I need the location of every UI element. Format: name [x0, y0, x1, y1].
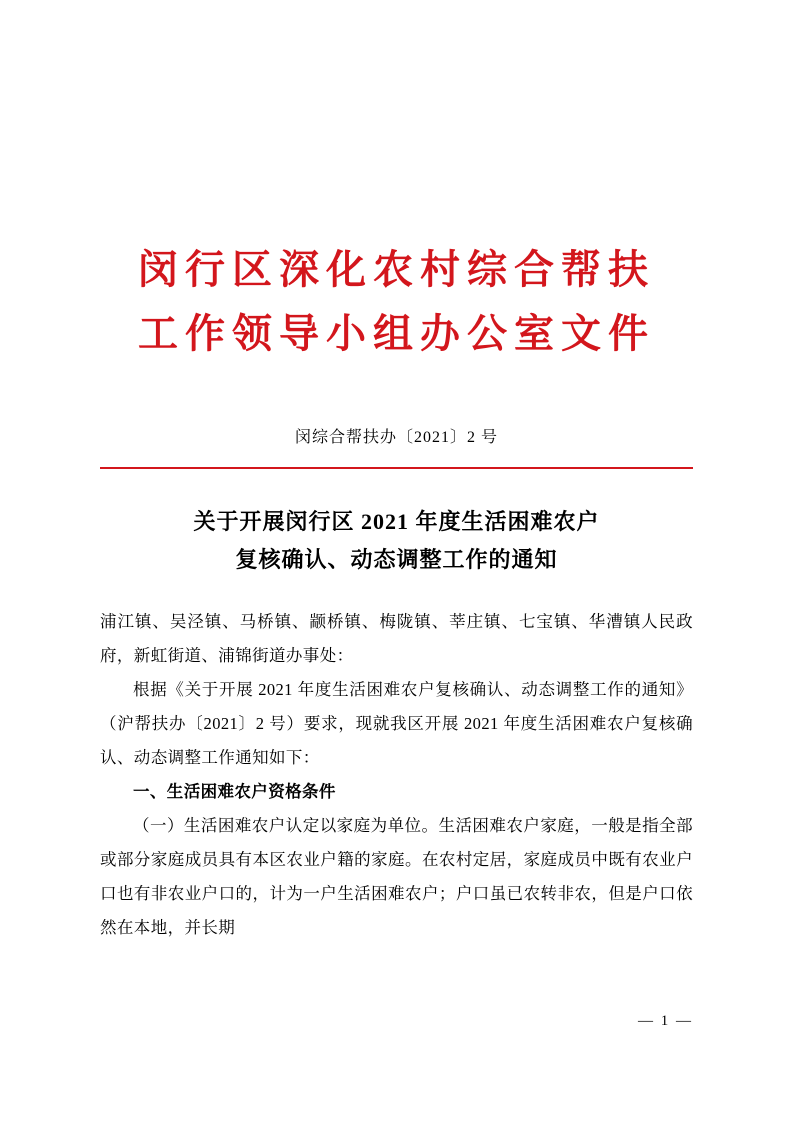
page-number: — 1 —: [638, 1013, 693, 1029]
paragraph-basis: 根据《关于开展 2021 年度生活困难农户复核确认、动态调整工作的通知》（沪帮扶办〔2021〕2 号）要求，现就我区开展 2021 年度生活困难农户复核确认、动态调整工作通知如下：: [100, 680, 693, 767]
title-line-2: 复核确认、动态调整工作的通知: [235, 547, 558, 572]
document-number: 闵综合帮扶办〔2021〕2 号: [294, 429, 498, 446]
title-line-1: 关于开展闵行区 2021 年度生活困难农户: [193, 509, 600, 534]
paragraph-recipients: 浦江镇、吴泾镇、马桥镇、颛桥镇、梅陇镇、莘庄镇、七宝镇、华漕镇人民政府，新虹街道、浦锦街道办事处：: [100, 612, 693, 665]
document-body: [100, 605, 693, 945]
header-line-2: 工作领导小组办公室文件: [138, 311, 655, 356]
paragraph-item-1: （一）生活困难农户认定以家庭为单位。生活困难农户家庭，一般是指全部或部分家庭成员具有本区农业户籍的家庭。在农村定居，家庭成员中既有农业户口也有非农业户口的，计为一户生活困难农户；户口虽已农转非农，但是户口依然在本地，并长期: [100, 816, 693, 937]
document-header: [100, 238, 693, 366]
red-divider-rule: [100, 467, 693, 469]
page-title: [100, 503, 693, 579]
header-line-1: 闵行区深化农村综合帮扶: [138, 247, 655, 292]
section-heading-1: 一、生活困难农户资格条件: [133, 782, 336, 801]
